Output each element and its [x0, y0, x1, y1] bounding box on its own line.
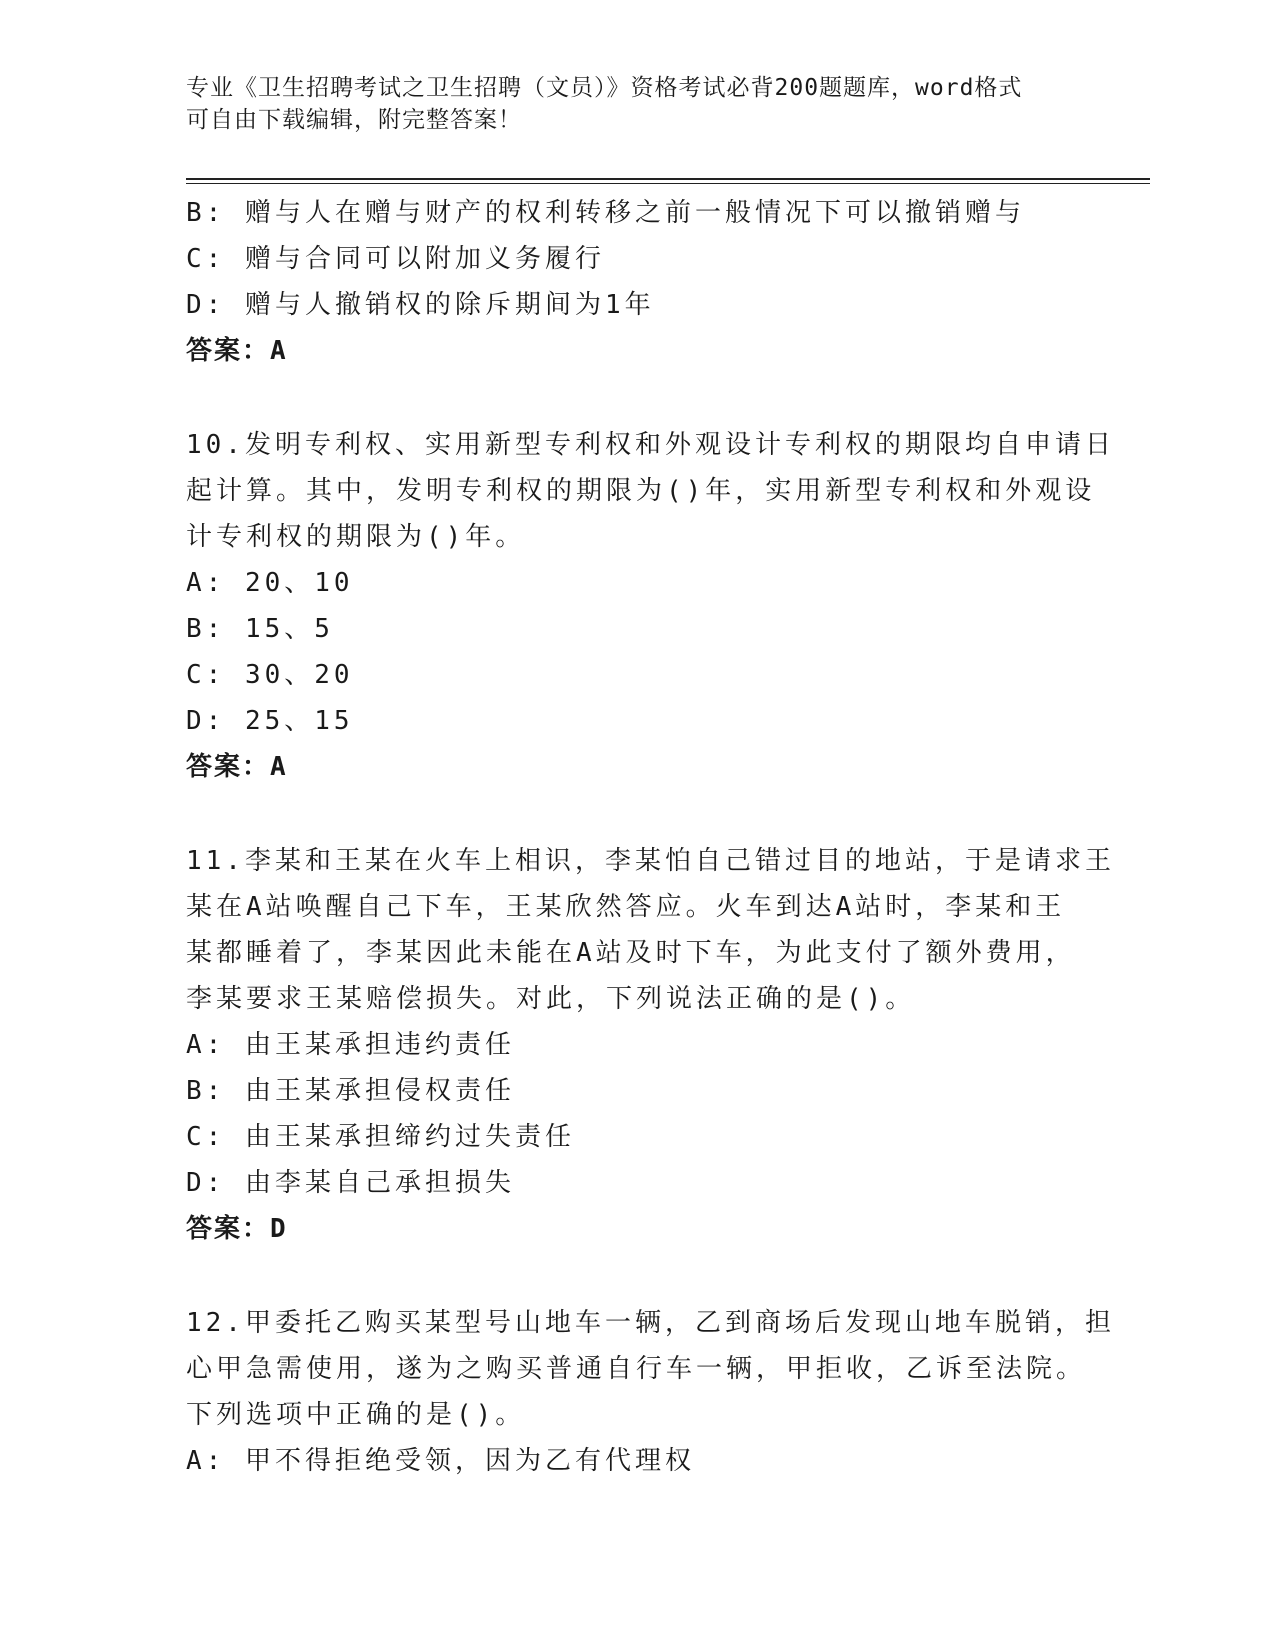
answer: 答案：A: [186, 752, 288, 782]
header-rule-thin: [186, 183, 1150, 184]
option-b: B: 15、5: [186, 614, 334, 644]
option-d: D: 25、15: [186, 706, 354, 736]
option-b: B: 由王某承担侵权责任: [186, 1076, 515, 1106]
option-a: A: 20、10: [186, 568, 354, 598]
option-a: A: 由王某承担违约责任: [186, 1030, 515, 1060]
question-stem-line: 计专利权的期限为()年。: [186, 522, 526, 552]
document-header: [186, 72, 1086, 136]
question-stem-line: 10.发明专利权、实用新型专利权和外观设计专利权的期限均自申请日: [186, 430, 1115, 460]
option-a: A: 甲不得拒绝受领，因为乙有代理权: [186, 1446, 695, 1476]
option-c: C: 赠与合同可以附加义务履行: [186, 244, 605, 274]
question-stem-line: 12.甲委托乙购买某型号山地车一辆，乙到商场后发现山地车脱销，担: [186, 1308, 1115, 1338]
question-stem-line: 11.李某和王某在火车上相识，李某怕自己错过目的地站，于是请求王: [186, 846, 1115, 876]
question-stem-line: 起计算。其中，发明专利权的期限为()年，实用新型专利权和外观设: [186, 476, 1096, 506]
answer: 答案：A: [186, 336, 288, 366]
question-stem-line: 李某要求王某赔偿损失。对此，下列说法正确的是()。: [186, 984, 916, 1014]
header-rule-thick: [186, 178, 1150, 180]
question-stem-line: 下列选项中正确的是()。: [186, 1400, 526, 1430]
header-line-2: 可自由下载编辑，附完整答案！: [186, 107, 522, 133]
option-c: C: 30、20: [186, 660, 354, 690]
question-9-continued: [186, 190, 1076, 374]
option-d: D: 由李某自己承担损失: [186, 1168, 515, 1198]
question-12: [186, 1300, 1115, 1484]
option-d: D: 赠与人撤销权的除斥期间为1年: [186, 290, 655, 320]
question-10: [186, 422, 1115, 790]
option-c: C: 由王某承担缔约过失责任: [186, 1122, 575, 1152]
option-b: B: 赠与人在赠与财产的权利转移之前一般情况下可以撤销赠与: [186, 198, 1025, 228]
answer: 答案：D: [186, 1214, 288, 1244]
question-stem-line: 心甲急需使用，遂为之购买普通自行车一辆，甲拒收，乙诉至法院。: [186, 1354, 1087, 1384]
header-line-1: 专业《卫生招聘考试之卫生招聘（文员）》资格考试必背200题题库，word格式: [186, 75, 1023, 101]
question-stem-line: 某都睡着了，李某因此未能在A站及时下车，为此支付了额外费用，: [186, 938, 1076, 968]
question-stem-line: 某在A站唤醒自己下车，王某欣然答应。火车到达A站时，李某和王: [186, 892, 1066, 922]
question-list: [186, 190, 1115, 1484]
question-11: [186, 838, 1115, 1252]
